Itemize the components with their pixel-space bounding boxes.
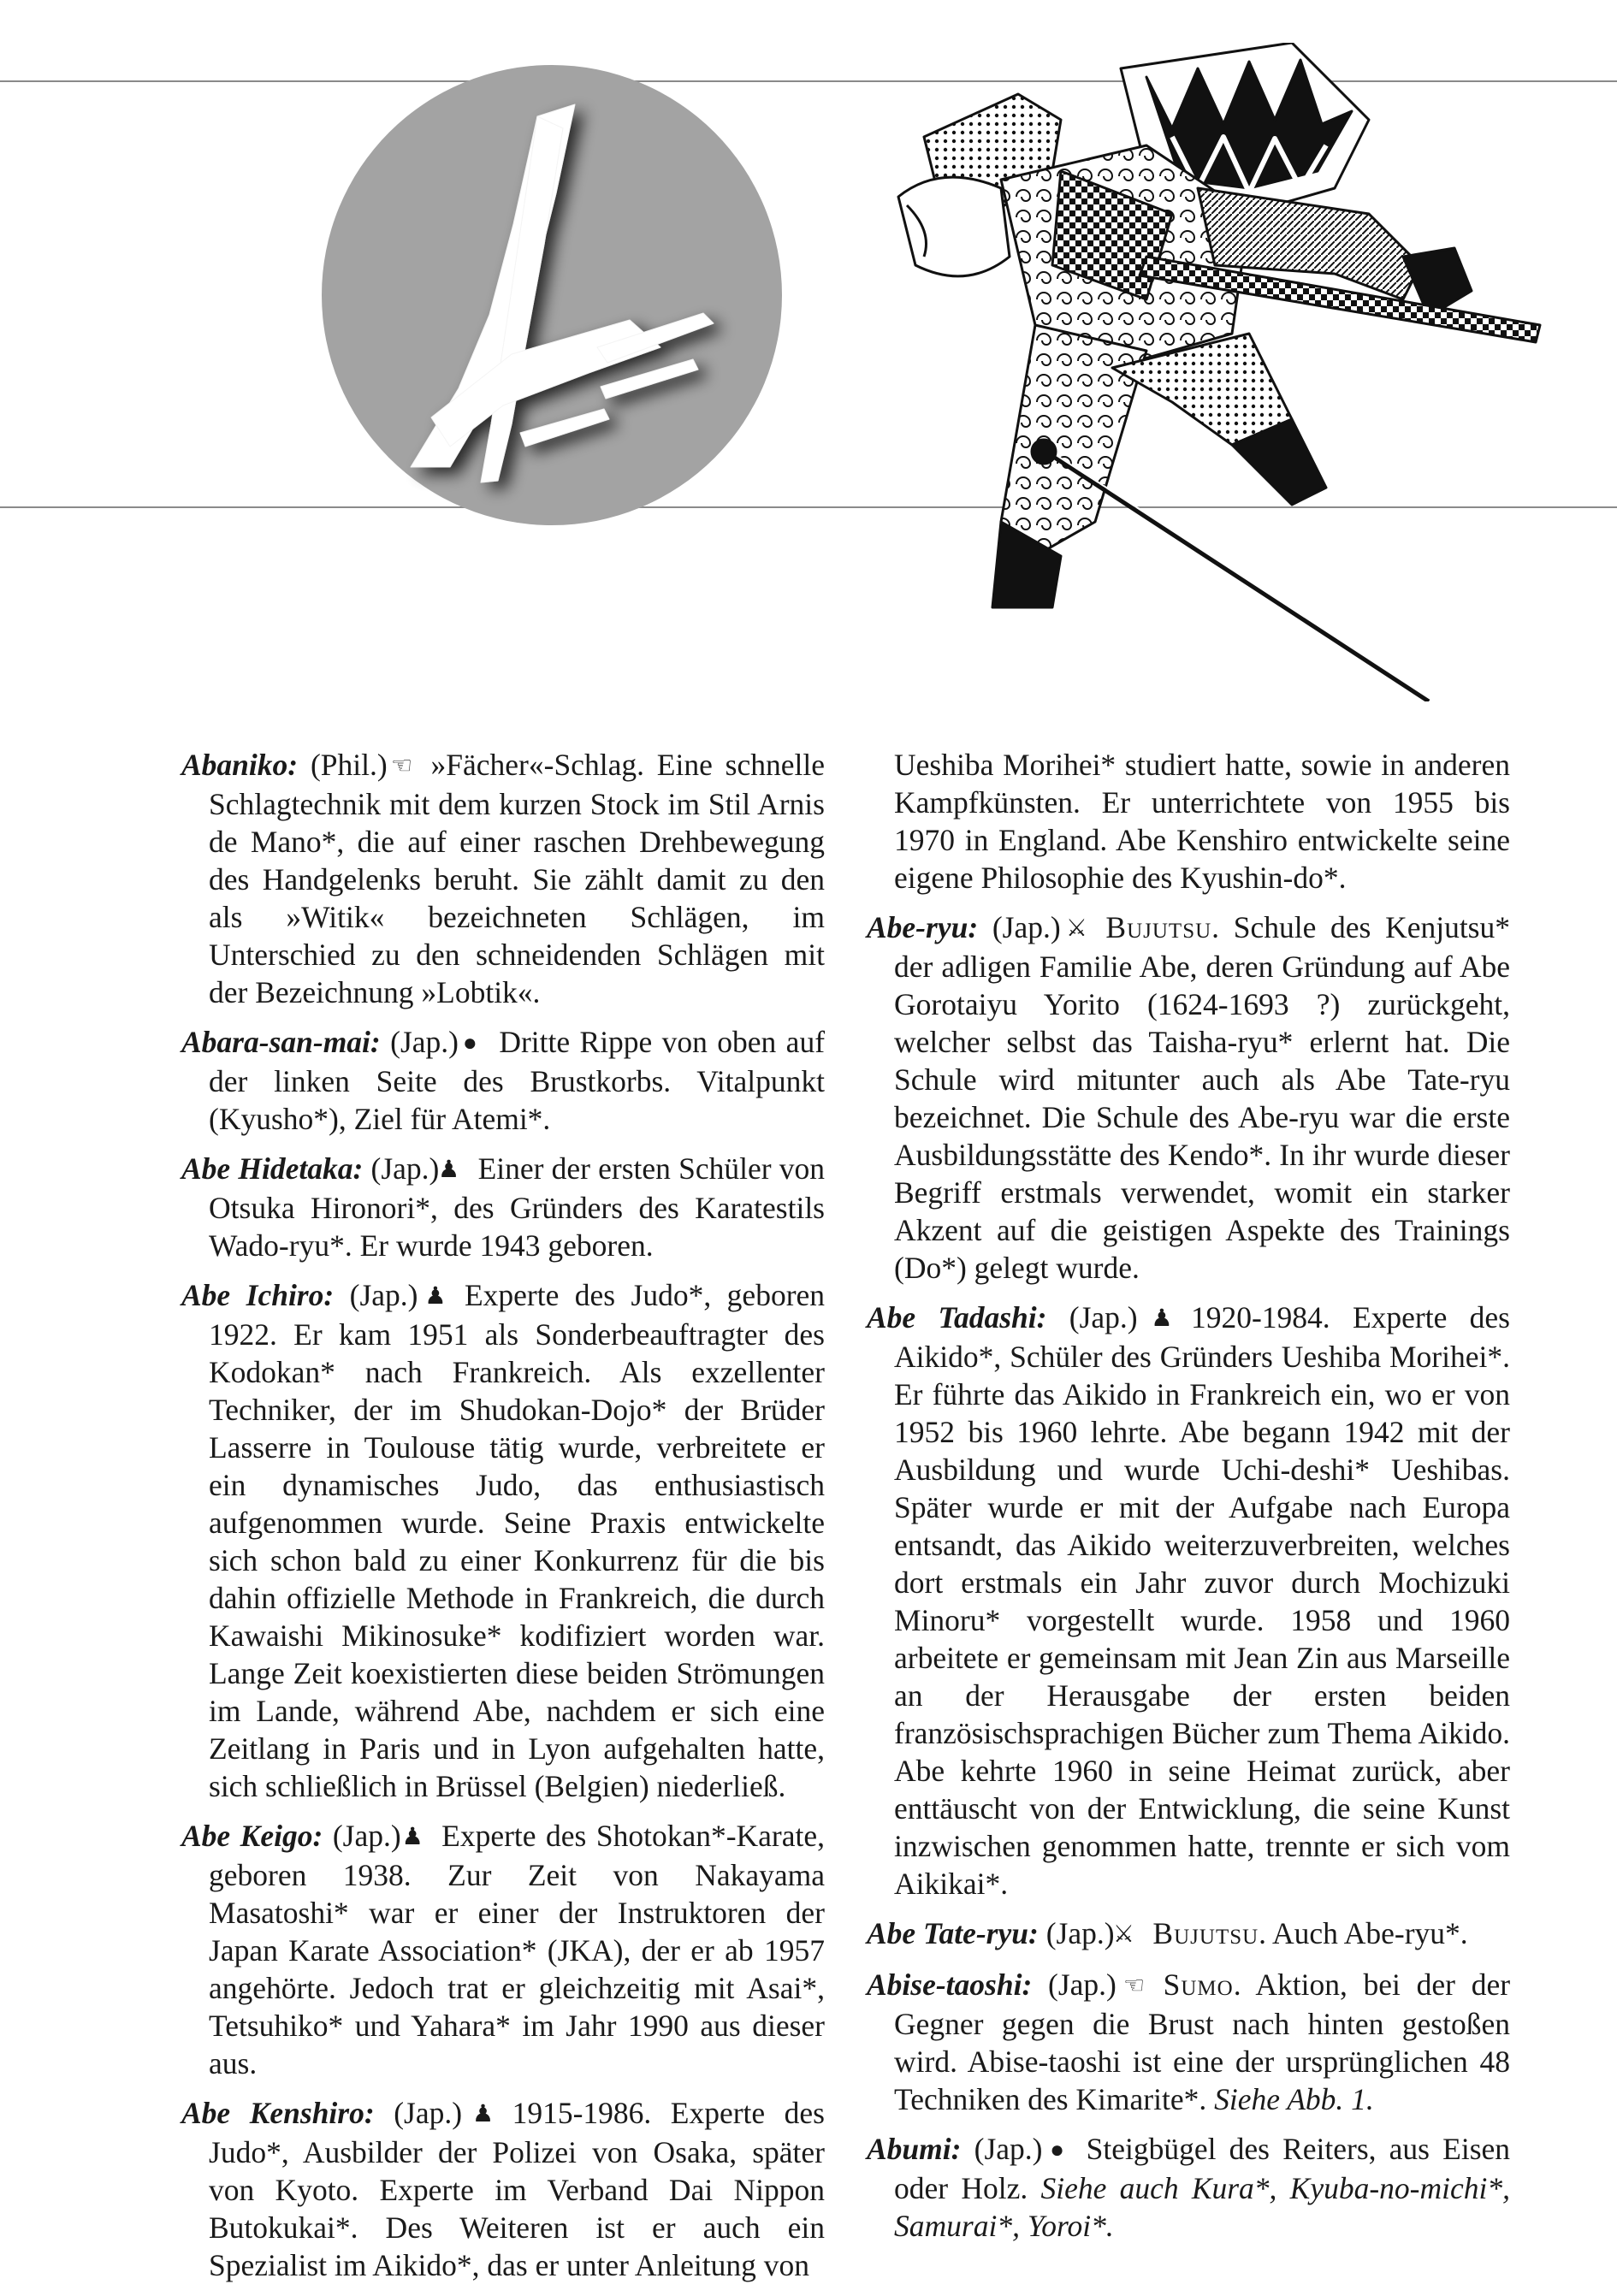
person-icon: ♟ [1151, 1305, 1173, 1332]
right-column [867, 746, 1510, 2257]
entry-abe-tadashi: Abe Tadashi: (Jap.) ♟ 1920-1984. Experte des Aikido*, Schüler des Gründers Ueshiba Morihei*. Er führte das Aikido in Frankreich ein, wo er von 1952 bis 1960 lehrte. Abe begann 1942 mit der Ausbildung und wurde Uchi-deshi* Ueshibas. Später wurde er mit der Aufgabe nach Europa entsandt, das Aikido weiterzuverbreiten, welches dort erstmals ein Jahr zuvor durch Mochizuki Minoru* vorgestellt wurde. 1958 und 1960 arbeitete er gemeinsam mit Jean Zin aus Marseille an der Herausgabe der ersten beiden französischsprachigen Bücher zum Thema Aikido. Abe kehrte 1960 in seine Heimat zurück, aber enttäuscht von der Entwicklung, die seine Kunst inzwischen genommen hatte, trennte er sich vom Aikikai*. [867, 1300, 1510, 1901]
person-icon: ♟ [438, 1157, 460, 1183]
dot-icon: ● [462, 1030, 477, 1056]
entry-abara-san-mai: Abara-san-mai: (Jap.) ● Dritte Rippe von oben auf der linken Seite des Brustkorbs. Vitalpunkt (Kyusho*), Ziel für Atemi*. [181, 1025, 826, 1136]
samurai-illustration [890, 43, 1566, 701]
entry-abumi: Abumi: (Jap.) ● Steigbügel des Reiters, aus Eisen oder Holz. Siehe auch Kura*, Kyuba-no-michi*, Samurai*, Yoroi*. [867, 2132, 1511, 2243]
entry-abe-hidetaka: Abe Hidetaka: (Jap.) ♟ Einer der ersten Schüler von Otsuka Hironori*, des Gründers des Karatestils Wado-ryu*. Er wurde 1943 geboren. [181, 1151, 826, 1263]
entry-abe-kenshiro: Abe Kenshiro: (Jap.) ♟ 1915-1986. Experte des Judo*, Ausbilder der Polizei von Osaka, später von Kyoto. Experte im Verband Dai Nippon Butokukai*. Des Weiteren ist er auch ein Spezialist im Aikido*, das er unter Anleitung von [181, 2096, 825, 2282]
person-icon: ♟ [424, 1283, 447, 1310]
person-icon: ♟ [401, 1824, 424, 1850]
crossed-swords-icon: ⚔ [1065, 915, 1087, 942]
pointing-hand-icon: ☜ [1123, 1973, 1146, 1999]
entry-abise-taoshi: Abise-taoshi: (Jap.) ☜ Sumo. Aktion, bei der der Gegner gegen die Brust nach hinten gestoßen wird. Abise-taoshi ist eine der ursprünglichen 48 Techniken des Kimarite*. Siehe Abb. 1. [867, 1968, 1511, 2116]
section-letter-disc [322, 65, 782, 525]
left-column [181, 746, 825, 2296]
dot-icon: ● [1050, 2137, 1065, 2163]
entry-abe-ichiro: Abe Ichiro: (Jap.) ♟ Experte des Judo*, geboren 1922. Er kam 1951 als Sonderbeauftragter des Kodokan* nach Frankreich. Als exzellenter Techniker, der im Shudokan-Dojo* der Brüder Lasserre in Toulouse tätig wurde, verbreitete er ein dynamisches Judo, das enthusiastisch aufgenommen wurde. Seine Praxis entwickelte sich schon bald zu einer Konkurrenz für die bis dahin offizielle Methode in Frankreich, die durch Kawaishi Mikinosuke* kodifiziert worden war. Lange Zeit koexistierten diese beiden Strömungen im Lande, während Abe, nachdem er sich eine Zeitlang in Paris und in Lyon aufgehalten hatte, sich schließlich in Brüssel (Belgien) niederließ. [181, 1278, 826, 1803]
section-letter-brush-a [322, 65, 782, 525]
pointing-hand-icon: ☜ [390, 753, 413, 779]
entry-abe-keigo: Abe Keigo: (Jap.) ♟ Experte des Shotokan*-Karate, geboren 1938. Zur Zeit von Nakayama Masatoshi* war er einer der Instruktoren der Japan Karate Association* (JKA), der er ab 1957 angehörte. Jedoch trat er gleichzeitig mit Asai*, Tetsuhiko* und Yahara* im Jahr 1990 aus dieser aus. [181, 1819, 826, 2080]
samurai-drawing [890, 43, 1566, 701]
crossed-swords-icon: ⚔ [1112, 1921, 1134, 1948]
entry-continuation: Ueshiba Morihei* studiert hatte, sowie in anderen Kampfkünsten. Er unterrichtete von 1955 bis 1970 in England. Abe Kenshiro entwickelte seine eigene Philosophie des Kyushin-do*. [894, 748, 1510, 895]
person-icon: ♟ [472, 2101, 495, 2127]
entry-abe-tate-ryu: Abe Tate-ryu: (Jap.) ⚔ Bujutsu. Auch Abe-ryu*. [867, 1914, 1510, 1954]
entry-abaniko: Abaniko: (Phil.) ☜ »Fächer«-Schlag. Eine schnelle Schlagtechnik mit dem kurzen Stock im Stil Arnis de Mano*, die auf einer raschen Drehbewegung des Handgelenks beruht. Sie zählt damit zu den als »Witik« bezeichneten Schlägen, im Unterschied zu den schneidenden Schlägen mit der Bezeichnung »Lobtik«. [181, 748, 825, 1009]
entry-abe-ryu: Abe-ryu: (Jap.) ⚔ Bujutsu. Schule des Kenjutsu* der adligen Familie Abe, deren Gründung auf Abe Gorotaiyu Yorito (1624-1693 ?) zurückgeht, welcher selbst das Taisha-ryu* erlernt hat. Die Schule wird mitunter auch als Abe Tate-ryu bezeichnet. Die Schule des Abe-ryu war die erste Ausbildungsstätte des Kendo*. In ihr wurde dieser Begriff erstmals verwendet, womit ein starker Akzent auf die geistigen Aspekte des Trainings (Do*) gelegt wurde. [867, 910, 1510, 1285]
